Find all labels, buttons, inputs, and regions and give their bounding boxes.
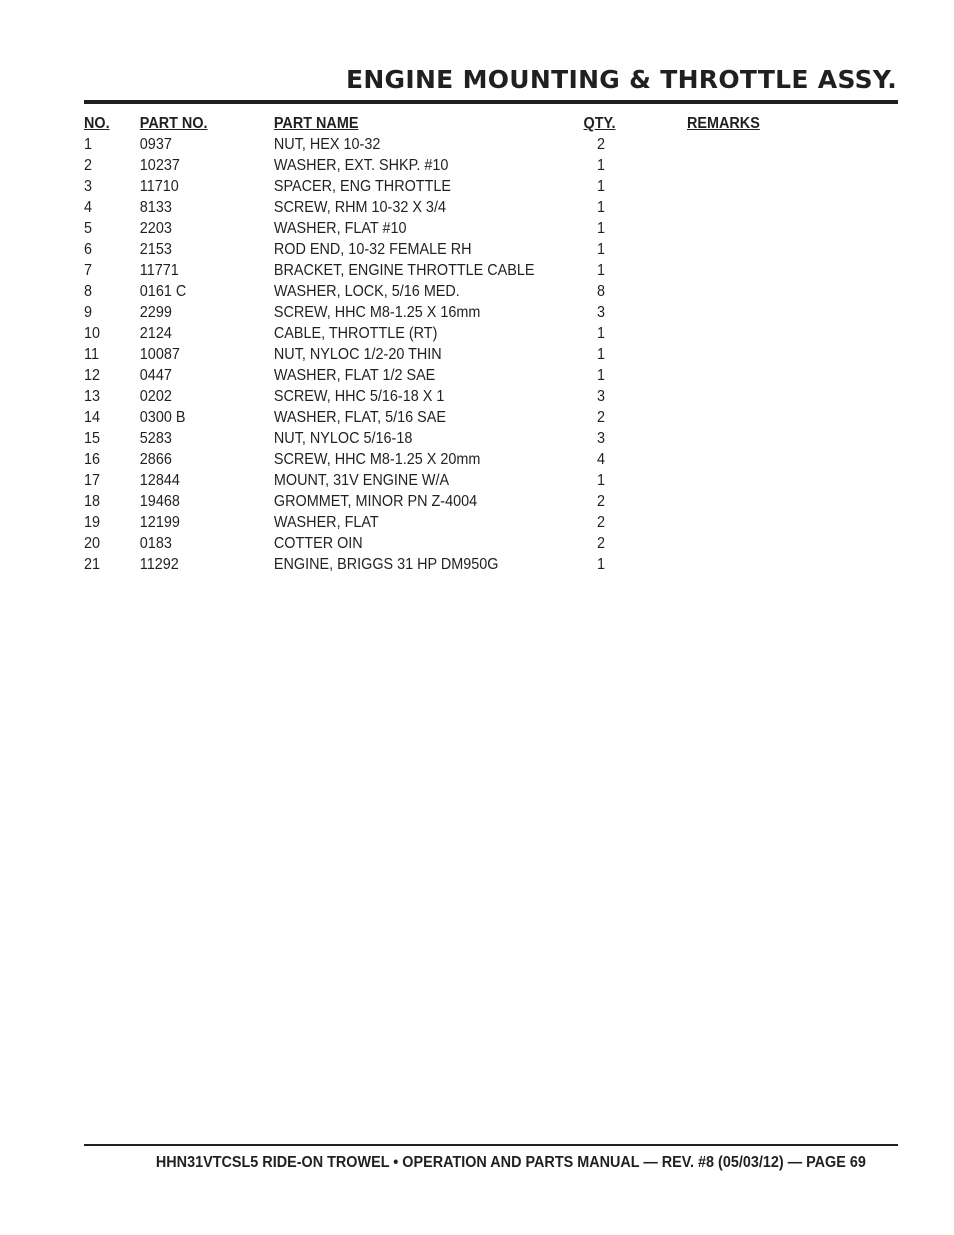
column-header-qty: QTY.	[583, 115, 616, 132]
cell-part-no: 2124	[139, 325, 172, 342]
cell-remarks	[687, 386, 777, 407]
cell-qty: 3	[597, 304, 606, 321]
cell-remarks	[687, 134, 777, 155]
cell-part-name: NUT, NYLOC 1/2-20 THIN	[273, 346, 442, 363]
cell-qty: 1	[597, 325, 606, 342]
cell-part-name: ROD END, 10-32 FEMALE RH	[273, 241, 472, 258]
table-row	[84, 260, 777, 281]
cell-part-name: WASHER, FLAT 1/2 SAE	[273, 367, 436, 384]
cell-qty: 1	[597, 556, 606, 573]
cell-part-no: 12844	[139, 472, 180, 489]
cell-remarks	[687, 239, 777, 260]
cell-part-name: CABLE, THROTTLE (RT)	[273, 325, 438, 342]
cell-part-no: 19468	[139, 493, 180, 510]
cell-no: 8	[84, 283, 93, 300]
cell-remarks	[687, 323, 777, 344]
cell-no: 4	[84, 199, 93, 216]
cell-part-no: 2153	[139, 241, 172, 258]
column-header-remarks: REMARKS	[687, 115, 760, 132]
cell-remarks	[687, 554, 777, 575]
cell-part-no: 8133	[139, 199, 172, 216]
cell-remarks	[687, 218, 777, 239]
cell-qty: 2	[597, 136, 606, 153]
cell-part-name: SCREW, HHC M8-1.25 X 20mm	[273, 451, 481, 468]
cell-no: 10	[84, 325, 101, 342]
table-row	[84, 344, 777, 365]
cell-no: 6	[84, 241, 93, 258]
cell-qty: 1	[597, 178, 606, 195]
cell-part-no: 0447	[139, 367, 172, 384]
cell-remarks	[687, 344, 777, 365]
cell-part-no: 0161 C	[139, 283, 187, 300]
table-row	[84, 533, 777, 554]
cell-part-name: WASHER, FLAT #10	[273, 220, 407, 237]
cell-no: 17	[84, 472, 101, 489]
cell-qty: 1	[597, 262, 606, 279]
cell-part-no: 11710	[139, 178, 179, 195]
table-row	[84, 365, 777, 386]
header-row	[84, 113, 777, 134]
cell-no: 12	[84, 367, 101, 384]
cell-remarks	[687, 470, 777, 491]
table-row	[84, 407, 777, 428]
table-row	[84, 491, 777, 512]
footer-divider	[84, 1144, 898, 1146]
column-header-no: NO.	[84, 115, 110, 132]
cell-no: 1	[84, 136, 93, 153]
cell-qty: 2	[597, 514, 606, 531]
table-row	[84, 197, 777, 218]
cell-no: 15	[84, 430, 101, 447]
cell-part-name: WASHER, EXT. SHKP. #10	[273, 157, 449, 174]
cell-part-no: 2866	[139, 451, 172, 468]
column-header-part-name: PART NAME	[273, 115, 359, 132]
cell-part-name: WASHER, LOCK, 5/16 MED.	[273, 283, 460, 300]
cell-qty: 1	[597, 346, 606, 363]
cell-no: 2	[84, 157, 93, 174]
cell-part-no: 0183	[139, 535, 172, 552]
table-row	[84, 155, 777, 176]
cell-part-no: 10087	[139, 346, 180, 363]
cell-remarks	[687, 281, 777, 302]
cell-part-no: 5283	[139, 430, 172, 447]
cell-part-name: ENGINE, BRIGGS 31 HP DM950G	[273, 556, 499, 573]
cell-remarks	[687, 449, 777, 470]
cell-part-name: SPACER, ENG THROTTLE	[273, 178, 452, 195]
cell-remarks	[687, 512, 777, 533]
cell-part-no: 0202	[139, 388, 172, 405]
cell-part-name: MOUNT, 31V ENGINE W/A	[273, 472, 450, 489]
page-title: ENGINE MOUNTING & THROTTLE ASSY.	[345, 65, 897, 94]
cell-no: 3	[84, 178, 93, 195]
cell-remarks	[687, 407, 777, 428]
cell-remarks	[687, 197, 777, 218]
cell-part-no: 12199	[139, 514, 180, 531]
cell-no: 16	[84, 451, 101, 468]
table-row	[84, 428, 777, 449]
cell-remarks	[687, 260, 777, 281]
cell-part-name: SCREW, RHM 10-32 X 3/4	[273, 199, 446, 216]
cell-remarks	[687, 176, 777, 197]
cell-qty: 1	[597, 367, 606, 384]
table-row	[84, 218, 777, 239]
cell-part-name: WASHER, FLAT, 5/16 SAE	[273, 409, 446, 426]
parts-table-body	[84, 134, 777, 575]
cell-qty: 3	[597, 388, 606, 405]
cell-part-no: 2203	[139, 220, 172, 237]
cell-remarks	[687, 365, 777, 386]
cell-remarks	[687, 533, 777, 554]
cell-no: 21	[84, 556, 101, 573]
cell-part-no: 0300 B	[139, 409, 186, 426]
cell-no: 14	[84, 409, 101, 426]
cell-no: 20	[84, 535, 101, 552]
cell-part-no: 11771	[139, 262, 179, 279]
cell-qty: 8	[597, 283, 606, 300]
table-row	[84, 134, 777, 155]
title-divider	[84, 100, 898, 104]
cell-qty: 1	[597, 220, 606, 237]
cell-remarks	[687, 155, 777, 176]
cell-part-name: WASHER, FLAT	[273, 514, 379, 531]
cell-qty: 2	[597, 493, 606, 510]
cell-qty: 2	[597, 535, 606, 552]
table-row	[84, 449, 777, 470]
cell-no: 11	[84, 346, 99, 363]
table-row	[84, 554, 777, 575]
column-header-part-no: PART NO.	[139, 115, 208, 132]
cell-qty: 1	[597, 241, 606, 258]
cell-no: 5	[84, 220, 93, 237]
cell-remarks	[687, 428, 777, 449]
parts-table-header	[84, 113, 777, 134]
cell-no: 7	[84, 262, 93, 279]
cell-part-name: SCREW, HHC M8-1.25 X 16mm	[273, 304, 481, 321]
cell-qty: 1	[597, 472, 606, 489]
cell-part-no: 11292	[139, 556, 179, 573]
cell-no: 13	[84, 388, 101, 405]
cell-part-name: COTTER OIN	[273, 535, 363, 552]
cell-qty: 2	[597, 409, 606, 426]
cell-part-name: NUT, NYLOC 5/16-18	[273, 430, 413, 447]
cell-part-name: NUT, HEX 10-32	[273, 136, 381, 153]
cell-no: 18	[84, 493, 101, 510]
cell-no: 19	[84, 514, 101, 531]
cell-part-name: BRACKET, ENGINE THROTTLE CABLE	[273, 262, 535, 279]
cell-qty: 3	[597, 430, 606, 447]
cell-remarks	[687, 302, 777, 323]
cell-qty: 1	[597, 199, 606, 216]
table-row	[84, 239, 777, 260]
cell-part-no: 0937	[139, 136, 172, 153]
table-row	[84, 302, 777, 323]
table-row	[84, 512, 777, 533]
cell-qty: 1	[597, 157, 606, 174]
table-row	[84, 470, 777, 491]
table-row	[84, 323, 777, 344]
table-row	[84, 281, 777, 302]
cell-part-name: SCREW, HHC 5/16-18 X 1	[273, 388, 445, 405]
cell-qty: 4	[597, 451, 606, 468]
cell-part-no: 10237	[139, 157, 180, 174]
cell-remarks	[687, 491, 777, 512]
cell-part-name: GROMMET, MINOR PN Z-4004	[273, 493, 478, 510]
page-footer: HHN31VTCSL5 RIDE-ON TROWEL • OPERATION AND PARTS MANUAL — REV. #8 (05/03/12) — PAGE 69	[156, 1154, 866, 1171]
cell-no: 9	[84, 304, 93, 321]
table-row	[84, 176, 777, 197]
parts-list-table	[84, 113, 777, 575]
table-row	[84, 386, 777, 407]
cell-part-no: 2299	[139, 304, 172, 321]
